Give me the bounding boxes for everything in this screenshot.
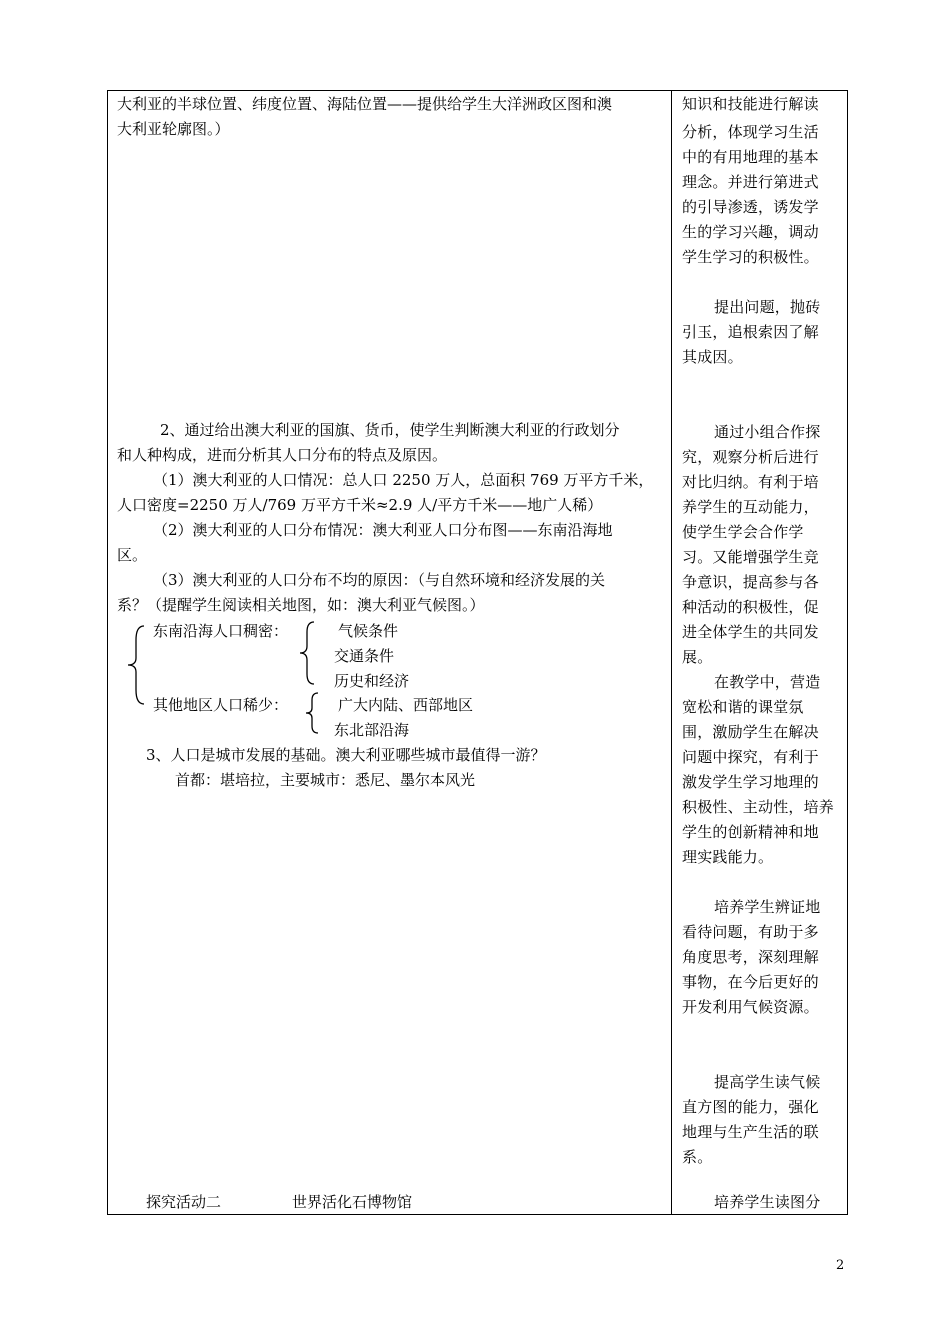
intent-p5-line-3: 角度思考，深刻理解 xyxy=(682,948,819,966)
intent-p2-line-1: 提出问题，抛砖 xyxy=(714,298,821,316)
intent-p3-line-4: 养学生的互动能力， xyxy=(682,498,819,516)
intent-p2-line-2: 引玉，追根索因了解 xyxy=(682,323,819,341)
intent-p3-line-2: 究，观察分析后进行 xyxy=(682,448,819,466)
intent-p4-line-6: 积极性、主动性，培养 xyxy=(682,798,835,816)
intent-p7-line-1: 培养学生读图分 xyxy=(714,1193,821,1211)
sub3-line-2: 系？（提醒学生阅读相关地图，如：澳大利亚气候图。） xyxy=(117,596,485,614)
intent-p2-line-3: 其成因。 xyxy=(682,348,743,366)
page-number: 2 xyxy=(836,1258,845,1273)
activity-title: 探究活动二 xyxy=(146,1193,222,1211)
intent-p4-line-5: 激发学生学习地理的 xyxy=(682,773,819,791)
activity-name: 世界活化石博物馆 xyxy=(292,1193,413,1211)
intent-p1-line-2: 分析，体现学习生活 xyxy=(682,123,819,141)
dense-reason-2: 交通条件 xyxy=(334,647,395,665)
intent-p1-line-7: 学生学习的积极性。 xyxy=(682,248,819,266)
sub1-line-1: （1）澳大利亚的人口情况：总人口 2250 万人，总面积 769 万平方千米， xyxy=(153,471,654,489)
intent-p1-line-1: 知识和技能进行解读 xyxy=(682,95,819,113)
sparse-brace xyxy=(302,690,322,736)
intent-p5-line-4: 事物，在今后更好的 xyxy=(682,973,819,991)
intent-p3-line-7: 争意识，提高参与各 xyxy=(682,573,819,591)
intent-p6-line-2: 直方图的能力，强化 xyxy=(682,1098,819,1116)
item3-line: 3、人口是城市发展的基础。澳大利亚哪些城市最值得一游？ xyxy=(146,746,546,764)
column-divider xyxy=(671,90,672,1215)
item2-line-1: 2、通过给出澳大利亚的国旗、货币，使学生判断澳大利亚的行政划分 xyxy=(160,421,620,439)
intent-p3-line-5: 使学生学会合作学 xyxy=(682,523,804,541)
intent-p1-line-4: 理念。并进行第进式 xyxy=(682,173,819,191)
intent-p1-line-6: 生的学习兴趣，调动 xyxy=(682,223,819,241)
dense-label: 东南沿海人口稠密： xyxy=(153,622,289,640)
item2-line-2: 和人种构成，进而分析其人口分布的特点及原因。 xyxy=(117,446,448,464)
intent-p3-line-3: 对比归纳。有利于培 xyxy=(682,473,819,491)
intro-line-2: 大利亚轮廓图。） xyxy=(117,120,230,138)
sub2-line-1: （2）澳大利亚的人口分布情况：澳大利亚人口分布图——东南沿海地 xyxy=(153,521,613,539)
intent-p3-line-6: 习。又能增强学生竞 xyxy=(682,548,819,566)
sparse-label: 其他地区人口稀少： xyxy=(153,696,289,714)
intent-p3-line-9: 进全体学生的共同发 xyxy=(682,623,819,641)
intro-line-1: 大利亚的半球位置、纬度位置、海陆位置——提供给学生大洋洲政区图和澳 xyxy=(117,95,613,113)
intent-p4-line-1: 在教学中，营造 xyxy=(714,673,821,691)
intent-p4-line-8: 理实践能力。 xyxy=(682,848,774,866)
intent-p5-line-5: 开发利用气候资源。 xyxy=(682,998,819,1016)
intent-p5-line-2: 看待问题，有助于多 xyxy=(682,923,819,941)
intent-p3-line-8: 种活动的积极性，促 xyxy=(682,598,819,616)
intent-p6-line-1: 提高学生读气候 xyxy=(714,1073,821,1091)
sparse-reason-2: 东北部沿海 xyxy=(334,721,410,739)
cities-line: 首都：堪培拉，主要城市：悉尼、墨尔本风光 xyxy=(175,771,476,789)
dense-brace xyxy=(296,618,318,688)
sub2-line-2: 区。 xyxy=(117,546,148,564)
intent-p4-line-4: 问题中探究，有利于 xyxy=(682,748,819,766)
intent-p4-line-3: 围，激励学生在解决 xyxy=(682,723,819,741)
intent-p1-line-5: 的引导渗透，诱发学 xyxy=(682,198,819,216)
intent-p6-line-3: 地理与生产生活的联 xyxy=(682,1123,819,1141)
sub3-line-1: （3）澳大利亚的人口分布不均的原因：（与自然环境和经济发展的关 xyxy=(153,571,606,589)
sparse-reason-1: 广大内陆、西部地区 xyxy=(338,696,474,714)
dense-reason-3: 历史和经济 xyxy=(334,672,410,690)
intent-p4-line-7: 学生的创新精神和地 xyxy=(682,823,819,841)
intent-p3-line-10: 展。 xyxy=(682,648,713,666)
intent-p5-line-1: 培养学生辨证地 xyxy=(714,898,821,916)
intent-p6-line-4: 系。 xyxy=(682,1148,713,1166)
outer-brace xyxy=(124,620,146,710)
intent-p1-line-3: 中的有用地理的基本 xyxy=(682,148,819,166)
intent-p4-line-2: 宽松和谐的课堂氛 xyxy=(682,698,804,716)
intent-p3-line-1: 通过小组合作探 xyxy=(714,423,821,441)
dense-reason-1: 气候条件 xyxy=(338,622,399,640)
sub1-line-2: 人口密度=2250 万人/769 万平方千米≈2.9 人/平方千米——地广人稀） xyxy=(117,496,603,514)
